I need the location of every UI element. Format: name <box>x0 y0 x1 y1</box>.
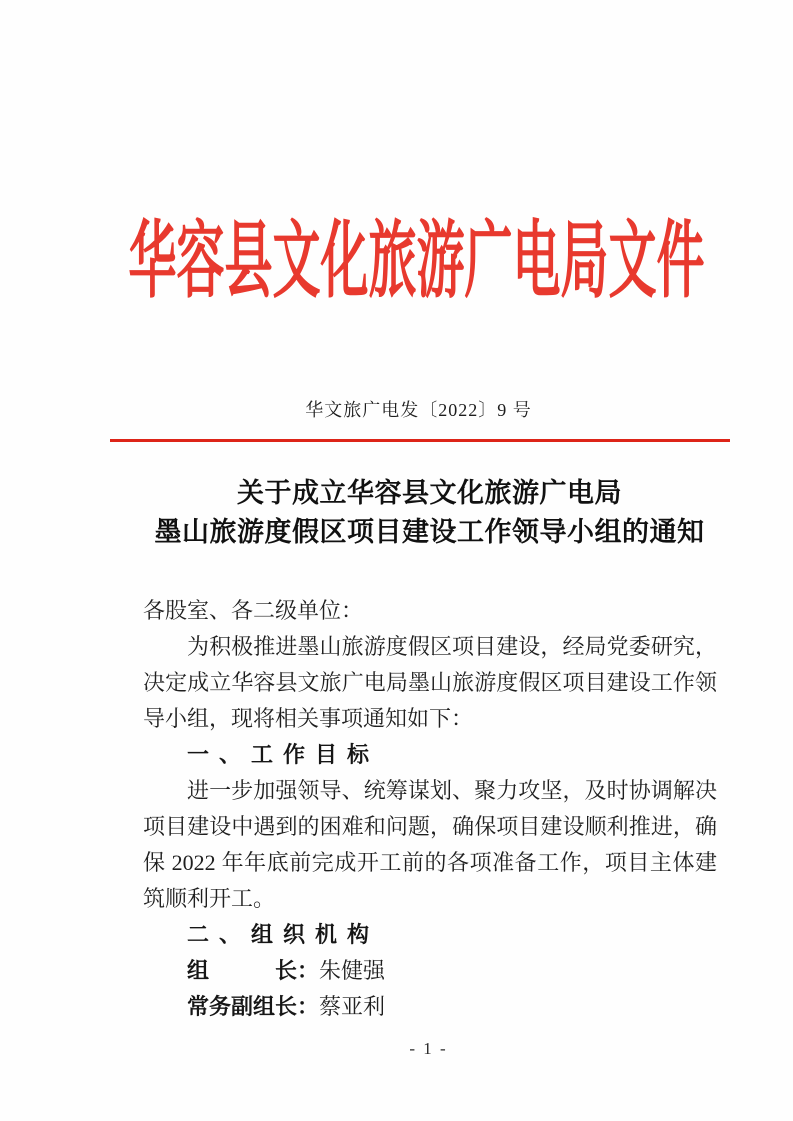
member-name-deputy-leader: 蔡亚利 <box>319 994 386 1019</box>
notice-title-line2: 墨山旅游度假区项目建设工作领导小组的通知 <box>154 517 705 547</box>
agency-header-title: 华容县文化旅游广电局文件 <box>128 215 705 309</box>
member-line-deputy-leader <box>143 989 717 1025</box>
section-heading-organization: 二、组织机构 <box>187 922 380 947</box>
member-line-leader <box>143 953 717 989</box>
paragraph-intro: 为积极推进墨山旅游度假区项目建设，经局党委研究，决定成立华容县文旅广电局墨山旅游度假区项目建设工作领导小组，现将相关事项通知如下： <box>143 634 717 731</box>
page-number <box>0 1038 793 1060</box>
role-label-leader: 组 长： <box>187 958 320 983</box>
doc-number-line <box>0 396 793 424</box>
section-heading-work-goals: 一、工作目标 <box>187 742 380 767</box>
notice-title-line1: 关于成立华容县文化旅游广电局 <box>237 478 622 508</box>
red-separator-rule <box>110 439 730 442</box>
document-body <box>143 593 717 1025</box>
salutation: 各股室、各二级单位： <box>143 598 364 623</box>
member-name-leader: 朱健强 <box>319 958 386 983</box>
page-number-text: - 1 - <box>409 1039 448 1058</box>
paragraph-work-goals: 进一步加强领导、统筹谋划、聚力攻坚，及时协调解决项目建设中遇到的困难和问题，确保项目建设顺利推进，确保 2022 年年底前完成开工前的各项准备工作，项目主体建筑顺利开工。 <box>143 778 717 911</box>
role-label-deputy-leader: 常务副组长： <box>187 994 320 1019</box>
agency-header <box>0 215 793 309</box>
notice-title <box>0 474 793 552</box>
doc-number-text: 华文旅广电发〔2022〕9 号 <box>305 400 532 420</box>
